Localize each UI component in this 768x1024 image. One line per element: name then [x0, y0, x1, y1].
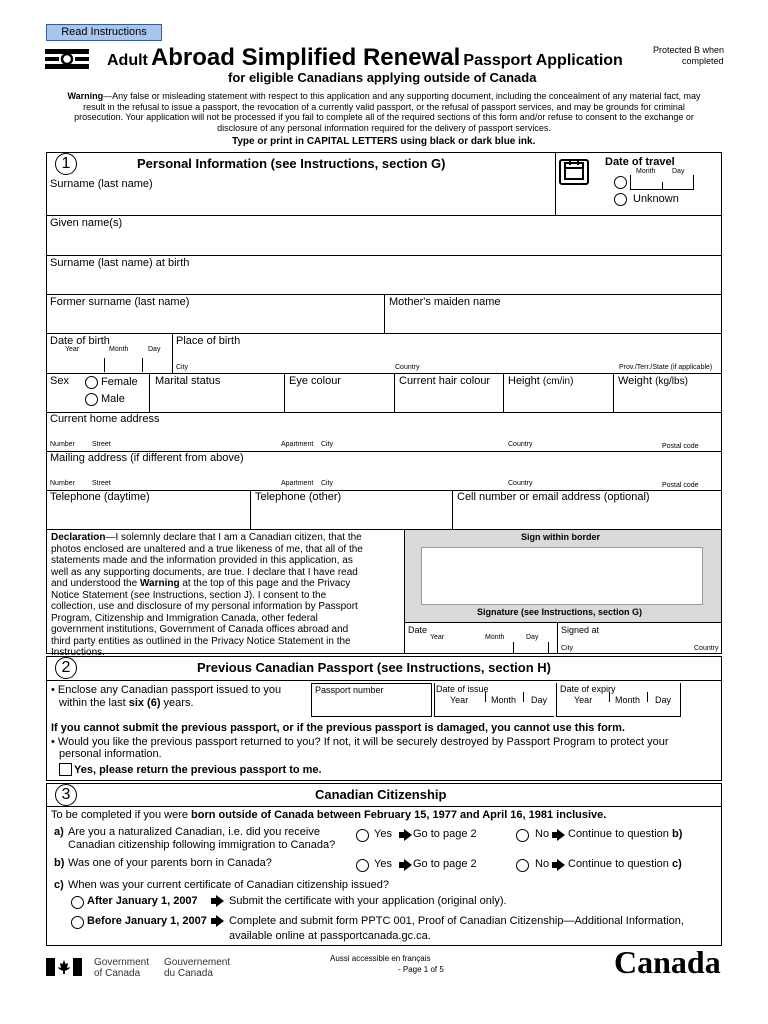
expiry-month-label: Month: [615, 695, 641, 705]
issue-year-label: Year: [450, 695, 469, 705]
home-address-input[interactable]: [47, 427, 721, 440]
question-b-text: Was one of your parents born in Canada?: [68, 857, 272, 869]
section-2-title: Previous Canadian Passport (see Instructions, section H): [197, 660, 551, 675]
signed-city-label: City: [561, 645, 574, 652]
mailing-address-input[interactable]: [47, 466, 721, 479]
pob-prov-label: Prov./Terr./State (if applicable): [619, 364, 713, 371]
mothers-maiden-label: Mother's maiden name: [389, 296, 501, 308]
sex-male-label: Male: [101, 393, 125, 405]
eye-colour-input[interactable]: [286, 389, 393, 410]
height-input[interactable]: [505, 389, 612, 410]
protected-note-1: Protected B when: [653, 45, 725, 55]
qb-no-label: No: [535, 858, 550, 870]
ink-instruction: Type or print in CAPITAL LETTERS using black or dark blue ink.: [232, 136, 536, 147]
page-number: - Page 1 of 5: [398, 965, 444, 974]
qc-before-text-1: Complete and submit form PPTC 001, Proof of Canadian Citizenship—Additional Information,: [229, 915, 684, 927]
sign-within-label: Sign within border: [521, 532, 600, 542]
qa-yes-radio[interactable]: [356, 829, 369, 842]
qa-goto-label: Go to page 2: [413, 828, 477, 840]
weight-label: Weight (kg/lbs): [618, 375, 688, 387]
signature-label: Signature (see Instructions, section G): [477, 607, 643, 617]
section-1-title: Personal Information (see Instructions, section G): [137, 156, 446, 171]
eye-colour-label: Eye colour: [289, 375, 341, 387]
gov-fr-1: Gouvernement: [164, 957, 231, 968]
passport-logo-icon: [45, 49, 89, 69]
given-names-input[interactable]: [47, 231, 721, 253]
travel-unknown-label: Unknown: [633, 193, 679, 205]
section-3-title: Canadian Citizenship: [315, 787, 447, 802]
qc-after-arrow-icon: [216, 895, 224, 907]
former-surname-input[interactable]: [47, 310, 383, 332]
date-issue-label: Date of issue: [436, 684, 489, 694]
travel-day-label: Day: [672, 168, 685, 175]
given-names-label: Given name(s): [50, 217, 123, 229]
dob-label: Date of birth: [50, 335, 110, 347]
sign-date-label: Date: [408, 625, 428, 635]
travel-month-label: Month: [636, 168, 656, 175]
cell-email-label: Cell number or email address (optional): [457, 491, 650, 503]
surname-input[interactable]: [47, 192, 554, 214]
question-a-text-1: Are you a naturalized Canadian, i.e. did you receive: [68, 826, 320, 838]
cell-email-input[interactable]: [454, 505, 721, 527]
question-b-label: b): [54, 857, 65, 869]
home-street-label: Street: [92, 441, 111, 448]
home-apartment-label: Apartment: [281, 441, 314, 448]
qb-goto-label: Go to page 2: [413, 858, 477, 870]
mail-number-label: Number: [50, 480, 75, 487]
qa-continue-label: Continue to question b): [568, 828, 683, 840]
qa-yes-label: Yes: [374, 828, 392, 840]
sex-female-label: Female: [101, 376, 138, 388]
gov-en-2: of Canada: [94, 968, 141, 979]
warning-text: Warning—Any false or misleading statement with respect to this application and any supporting document, including the concealment of any material fact, may result in the refusal to issue a passport, the revocation of a currently valid passport, or the refusal of passport services, and may be grounds for criminal prosecution. Your application will not be processed if you fail to complete all of the required sections of this form and/or refuse to consent to the exchange or disclosure of any personal information required for the delivery of passport services.: [67, 91, 701, 133]
gov-en-1: Government: [94, 957, 150, 968]
home-country-label: Country: [508, 441, 533, 448]
question-a-text-2: Canadian citizenship following immigration to Canada?: [68, 839, 336, 851]
qc-before-label: Before January 1, 2007: [87, 915, 207, 927]
dob-year-label: Year: [65, 346, 80, 353]
sex-female-radio[interactable]: [85, 376, 98, 389]
qc-before-text-2: available online at passportcanada.gc.ca.: [229, 930, 431, 942]
date-expiry-input[interactable]: [556, 683, 681, 717]
weight-input[interactable]: [615, 389, 721, 410]
pob-country-label: Country: [395, 364, 420, 371]
expiry-day-label: Day: [655, 695, 672, 705]
qb-continue-label: Continue to question c): [568, 858, 682, 870]
surname-label: Surname (last name): [50, 178, 153, 190]
height-label: Height (cm/in): [508, 375, 574, 387]
canada-flag-icon: [46, 958, 82, 976]
enclose-passport-text-2: within the last six (6) years.: [59, 697, 194, 709]
question-a-label: a): [54, 826, 64, 838]
issue-month-label: Month: [491, 695, 517, 705]
surname-birth-input[interactable]: [47, 271, 721, 293]
qb-no-arrow-icon: [557, 859, 565, 871]
form-subtitle: for eligible Canadians applying outside of Canada: [228, 70, 537, 85]
telephone-other-label: Telephone (other): [255, 491, 342, 503]
protected-note-2: completed: [682, 56, 724, 66]
form-title: Adult Abroad Simplified Renewal Passport Application: [107, 44, 623, 71]
date-of-travel-label: Date of travel: [605, 156, 675, 168]
return-question-2: personal information.: [59, 748, 162, 760]
mail-apartment-label: Apartment: [281, 480, 314, 487]
read-instructions-button[interactable]: Read Instructions: [46, 24, 162, 41]
qb-yes-arrow-icon: [404, 859, 412, 871]
home-address-label: Current home address: [50, 413, 160, 425]
travel-unknown-radio[interactable]: [614, 193, 627, 206]
qa-no-label: No: [535, 828, 550, 840]
mothers-maiden-input[interactable]: [386, 310, 721, 332]
place-of-birth-label: Place of birth: [176, 335, 241, 347]
telephone-daytime-input[interactable]: [47, 505, 249, 527]
cannot-submit-note: If you cannot submit the previous passport, or if the previous passport is damaged, you cannot use this form.: [51, 722, 625, 734]
question-c-label: c): [54, 879, 64, 891]
hair-colour-label: Current hair colour: [399, 375, 491, 387]
declaration-text: Declaration—I solemnly declare that I am a Canadian citizen, that the photos enclosed are unaltered and a true likeness of me, that all of the statements made and the information provided in this application, as well as any supporting documents, are true. I declare that I have read and understood the Warning at the top of this page and the Privacy Notice Statement (see Instructions, section J). I consent to the collection, use and disclosure of my personal information by Passport Program, Citizenship and Immigration Canada, other federal government institutions, Government of Canada offices abroad and third party entities as outlined in the Privacy Notice Statement in the Instructions.: [51, 532, 363, 658]
signed-country-label: Country: [694, 645, 719, 652]
question-c-text: When was your current certificate of Canadian citizenship issued?: [68, 879, 389, 891]
section-3-number: 3: [55, 784, 77, 806]
telephone-daytime-label: Telephone (daytime): [50, 491, 150, 503]
signature-box[interactable]: [421, 547, 703, 605]
gov-fr-2: du Canada: [164, 968, 213, 979]
marital-status-label: Marital status: [155, 375, 221, 387]
canada-wordmark: Canada: [614, 944, 721, 980]
qc-before-arrow-icon: [216, 915, 224, 927]
mail-street-label: Street: [92, 480, 111, 487]
signed-at-label: Signed at: [561, 625, 600, 635]
home-number-label: Number: [50, 441, 75, 448]
return-question-1: • Would you like the previous passport returned to you? If not, it will be securely destroyed by Passport Program to protect your: [51, 736, 669, 748]
qc-before-radio[interactable]: [71, 916, 84, 929]
citizenship-intro: To be completed if you were born outside of Canada between February 15, 1977 and April 16, 1981 inclusive.: [51, 809, 607, 821]
enclose-passport-text-1: • Enclose any Canadian passport issued to you: [51, 684, 282, 696]
marital-status-input[interactable]: [151, 389, 283, 410]
qb-yes-radio[interactable]: [356, 859, 369, 872]
issue-day-label: Day: [531, 695, 548, 705]
sign-day-label: Day: [526, 634, 539, 641]
qc-after-label: After January 1, 2007: [87, 895, 198, 907]
section-2-number: 2: [55, 657, 77, 679]
mail-country-label: Country: [508, 480, 533, 487]
expiry-year-label: Year: [574, 695, 593, 705]
former-surname-label: Former surname (last name): [50, 296, 190, 308]
date-expiry-label: Date of expiry: [560, 684, 616, 694]
telephone-other-input[interactable]: [252, 505, 451, 527]
mailing-address-label: Mailing address (if different from above): [50, 452, 244, 464]
place-of-birth-input[interactable]: [174, 348, 721, 364]
hair-colour-input[interactable]: [396, 389, 503, 410]
surname-birth-label: Surname (last name) at birth: [50, 257, 190, 269]
sign-month-label: Month: [485, 634, 505, 641]
mail-postal-label: Postal code: [662, 482, 699, 489]
sign-date-input[interactable]: [406, 640, 556, 653]
calendar-icon: [559, 159, 589, 185]
pob-city-label: City: [176, 364, 189, 371]
french-availability: Aussi accessible en français: [330, 954, 431, 963]
date-issue-input[interactable]: [434, 683, 554, 717]
qb-yes-label: Yes: [374, 858, 392, 870]
sex-label: Sex: [50, 375, 69, 387]
return-passport-checkbox[interactable]: [59, 763, 72, 776]
home-postal-label: Postal code: [662, 443, 699, 450]
dob-input[interactable]: [47, 355, 172, 372]
sign-year-label: Year: [430, 634, 445, 641]
qa-no-radio[interactable]: [516, 829, 529, 842]
dob-month-label: Month: [109, 346, 129, 353]
qa-yes-arrow-icon: [404, 829, 412, 841]
qb-no-radio[interactable]: [516, 859, 529, 872]
passport-number-label: Passport number: [315, 685, 384, 695]
travel-date-radio[interactable]: [614, 176, 627, 189]
qc-after-text: Submit the certificate with your application (original only).: [229, 895, 507, 907]
home-city-label: City: [321, 441, 334, 448]
return-passport-label: Yes, please return the previous passport to me.: [74, 764, 322, 776]
qc-after-radio[interactable]: [71, 896, 84, 909]
section-1-number: 1: [55, 153, 77, 175]
qa-no-arrow-icon: [557, 829, 565, 841]
sex-male-radio[interactable]: [85, 393, 98, 406]
dob-day-label: Day: [148, 346, 161, 353]
mail-city-label: City: [321, 480, 334, 487]
